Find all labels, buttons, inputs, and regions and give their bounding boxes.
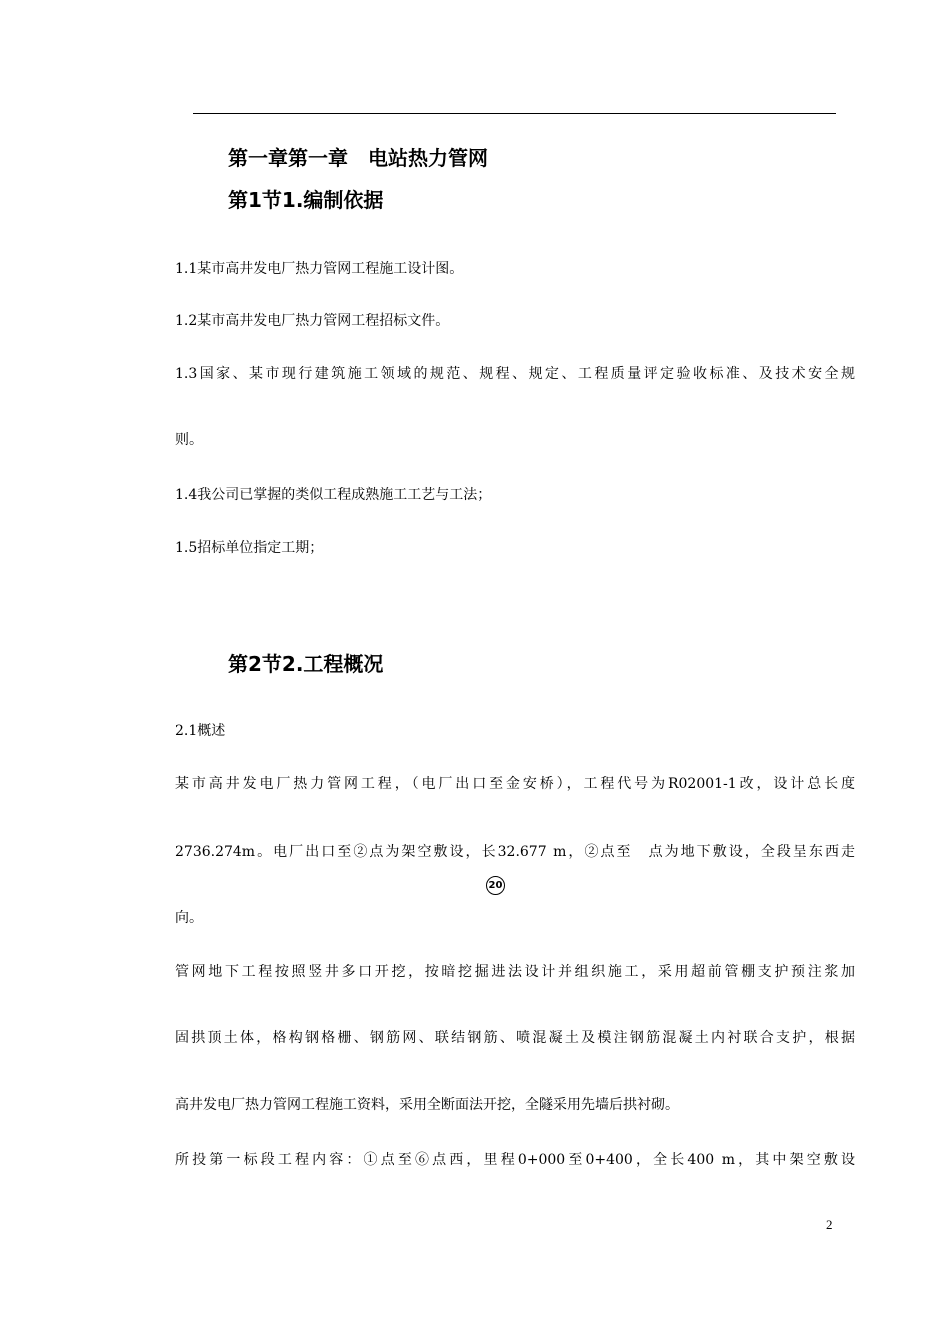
section-2-line-2: 2736.274m。电厂出口至②点为架空敷设，长32.677 m，②点至 点为地下敷设，全段呈东西走 (175, 844, 855, 860)
section-1-item-3-continued: 则。 (175, 432, 203, 448)
section-2-subheading: 2.1概述 (175, 723, 226, 739)
chapter-title: 第一章第一章 电站热力管网 (228, 146, 488, 170)
section-2-line-3: 向。 (175, 910, 203, 926)
section-2-line-6: 高井发电厂热力管网工程施工资料，采用全断面法开挖，全隧采用先墙后拱衬砌。 (175, 1097, 679, 1113)
section-1-item-2: 1.2某市高井发电厂热力管网工程招标文件。 (175, 313, 450, 329)
section-1-item-5: 1.5招标单位指定工期； (175, 540, 324, 556)
circled-number-marker: 20 (486, 876, 505, 895)
section-2-line-4: 管网地下工程按照竖井多口开挖，按暗挖掘进法设计并组织施工，采用超前管棚支护预注浆加 (175, 964, 855, 980)
section-2-line-1: 某市高井发电厂热力管网工程，（电厂出口至金安桥），工程代号为R02001-1改，设计总长度 (175, 776, 855, 792)
section-1-title: 第1节1.编制依据 (228, 188, 384, 212)
page-number: 2 (826, 1217, 833, 1232)
header-rule (193, 113, 836, 114)
section-2-title: 第2节2.工程概况 (228, 652, 384, 676)
section-1-item-4: 1.4我公司已掌握的类似工程成熟施工工艺与工法； (175, 487, 492, 503)
section-2-line-7: 所投第一标段工程内容：①点至⑥点西，里程0+000至0+400，全长400 m，其中架空敷设 (175, 1152, 855, 1168)
section-1-item-3: 1.3国家、某市现行建筑施工领域的规范、规程、规定、工程质量评定验收标准、及技术安全规 (175, 366, 855, 382)
section-2-line-5: 固拱顶土体，格构钢格栅、钢筋网、联结钢筋、喷混凝土及模注钢筋混凝土内衬联合支护，根据 (175, 1030, 855, 1046)
section-1-item-1: 1.1某市高井发电厂热力管网工程施工设计图。 (175, 261, 464, 277)
